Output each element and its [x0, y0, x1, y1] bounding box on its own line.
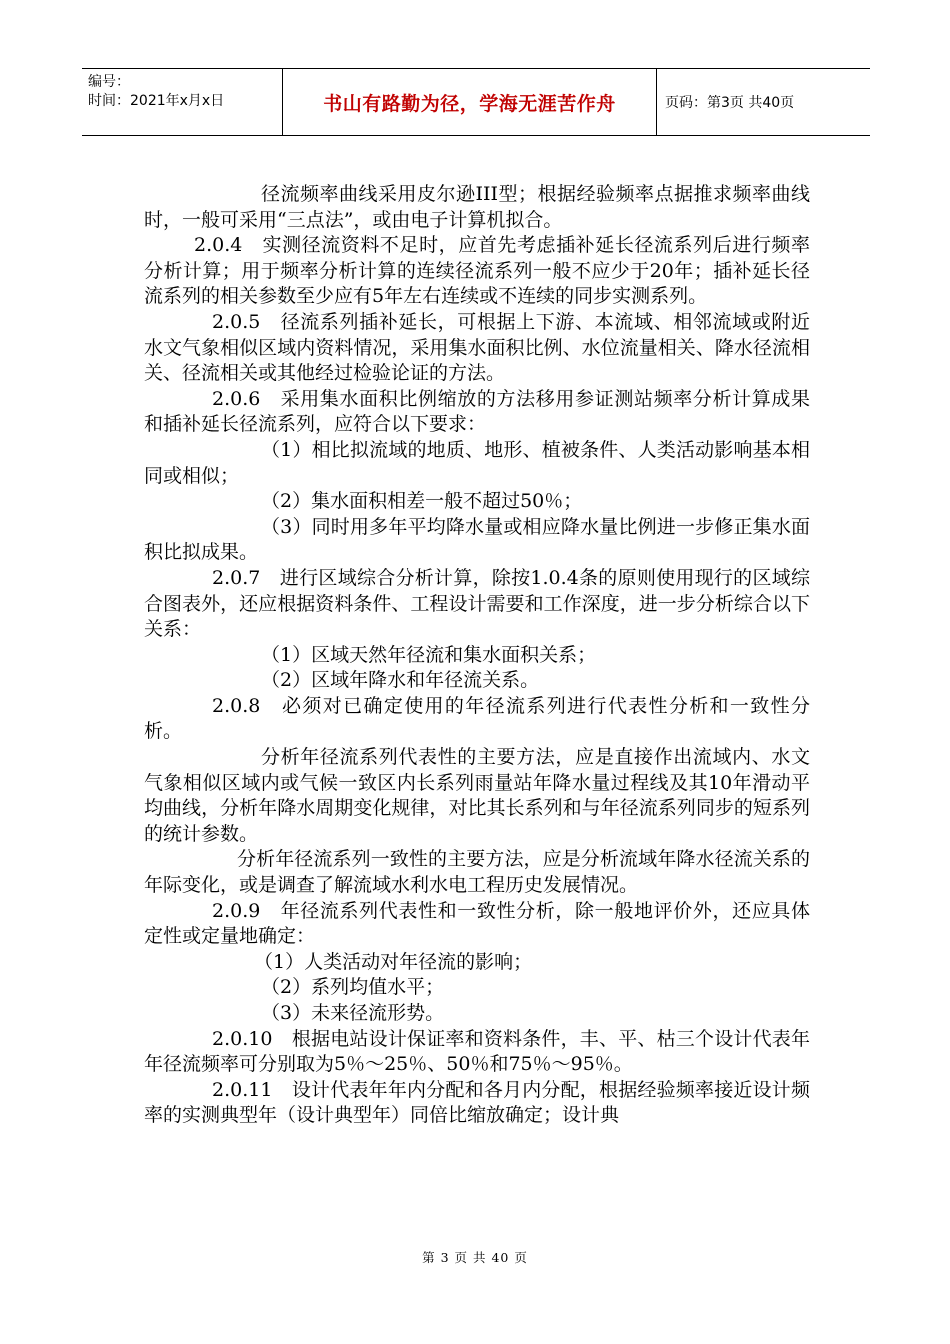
header-motto-cell — [282, 69, 657, 135]
body-paragraph: 2.0.4 实测径流资料不足时，应首先考虑插补延长径流系列后进行频率分析计算；用于频率分析计算的连续径流系列一般不应少于20年；插补延长径流系列的相关参数至少应有5年左右连续或不连续的同步实测系列。 — [144, 234, 810, 308]
body-paragraph: 2.0.10 根据电站设计保证率和资料条件，丰、平、枯三个设计代表年年径流频率可分别取为5％～25％、50％和75％～95％。 — [144, 1027, 810, 1076]
body-paragraph: （1）相比拟流域的地质、地形、植被条件、人类活动影响基本相同或相似； — [144, 438, 810, 487]
body-paragraph: （2）区域年降水和年径流关系。 — [261, 669, 540, 692]
body-paragraph: 分析年径流系列一致性的主要方法，应是分析流域年降水径流关系的年际变化，或是调查了解流域水利水电工程历史发展情况。 — [144, 848, 810, 897]
document-time-label: 时间：2021年x月x日 — [88, 93, 225, 109]
page-footer: 第 3 页 共 40 页 — [422, 1250, 528, 1265]
body-paragraph: （3）未来径流形势。 — [261, 1002, 445, 1024]
header-meta — [82, 69, 282, 135]
body-paragraph: 径流频率曲线采用皮尔逊III型；根据经验频率点据推求频率曲线时，一般可采用“三点法”，或由电子计算机拟合。 — [144, 183, 810, 231]
document-number-label: 编号： — [88, 74, 130, 90]
body-paragraph: （2）系列均值水平； — [261, 976, 445, 999]
header-table — [82, 68, 870, 136]
body-paragraph: （1）人类活动对年径流的影响； — [254, 950, 533, 973]
body-paragraph: 2.0.8 必须对已确定使用的年径流系列进行代表性分析和一致性分析。 — [144, 694, 810, 743]
body-paragraph: （2）集水面积相差一般不超过50％； — [261, 490, 583, 513]
header-page-info: 页码：第3页 共40页 — [665, 95, 795, 111]
body-paragraph: （1）区域天然年径流和集水面积关系； — [261, 643, 597, 666]
body-paragraph: 2.0.11 设计代表年年内分配和各月内分配，根据经验频率接近设计频率的实测典型年（设计典型年）同倍比缩放确定；设计典 — [144, 1078, 810, 1127]
body-paragraph: 2.0.6 采用集水面积比例缩放的方法移用参证测站频率分析计算成果和插补延长径流系列，应符合以下要求： — [144, 387, 810, 436]
body-paragraph: 2.0.9 年径流系列代表性和一致性分析，除一般地评价外，还应具体定性或定量地确定： — [144, 899, 810, 948]
body-paragraph: （3）同时用多年平均降水量或相应降水量比例进一步修正集水面积比拟成果。 — [144, 515, 810, 564]
body-paragraph: 分析年径流系列代表性的主要方法，应是直接作出流域内、水文气象相似区域内或气候一致区内长系列雨量站年降水量过程线及其10年滑动平均曲线，分析年降水周期变化规律，对比其长系列和与年径流系列同步的短系列的统计参数。 — [144, 746, 810, 845]
body-paragraph: 2.0.7 进行区域综合分析计算，除按1.0.4条的原则使用现行的区域综合图表外，还应根据资料条件、工程设计需要和工作深度，进一步分析综合以下关系： — [144, 566, 810, 641]
header-motto: 书山有路勤为径，学海无涯苦作舟 — [323, 92, 616, 115]
body-paragraph: 2.0.5 径流系列插补延长，可根据上下游、本流域、相邻流域或附近水文气象相似区域内资料情况，采用集水面积比例、水位流量相关、降水径流相关、径流相关或其他经过检验论证的方法。 — [144, 310, 810, 385]
document-body — [144, 182, 810, 1129]
